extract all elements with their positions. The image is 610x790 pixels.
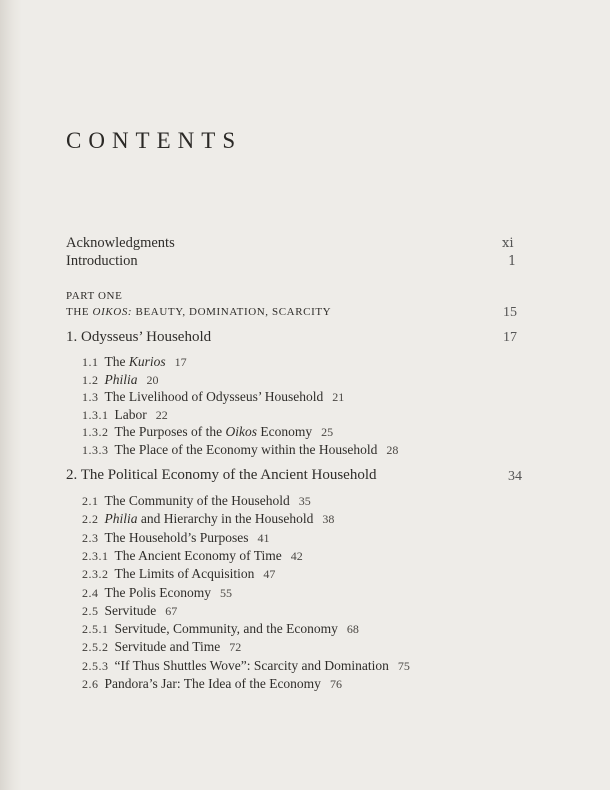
section-title: The Community of the Household <box>104 493 290 508</box>
part-subtitle <box>66 306 331 318</box>
toc-section-entry <box>82 493 311 509</box>
section-page: 38 <box>322 512 335 527</box>
toc-section-entry <box>82 389 344 405</box>
section-number: 1.3 <box>82 390 99 405</box>
toc-entry-page: 1 <box>508 254 517 269</box>
section-number: 1.3.3 <box>82 443 109 457</box>
toc-section-entry <box>82 603 177 619</box>
section-title: Servitude <box>104 602 157 618</box>
section-title-rest: Economy <box>256 424 313 440</box>
section-title-italic: Kurios <box>128 354 166 369</box>
toc-section-entry <box>82 676 342 692</box>
section-page: 20 <box>146 372 159 387</box>
section-number: 2.5 <box>82 603 99 618</box>
toc-section-entry <box>82 424 333 440</box>
section-title: The Place of the Economy within the Household <box>114 442 378 457</box>
toc-section-entry <box>82 566 275 582</box>
toc-section-entry <box>82 585 232 601</box>
section-page: 17 <box>174 355 187 369</box>
section-number: 2.3 <box>82 530 99 545</box>
section-title: The Livelihood of Odysseus’ Household <box>104 389 324 405</box>
toc-entry-title: Introduction <box>66 253 138 269</box>
section-title: Servitude, Community, and the Economy <box>114 621 338 637</box>
section-page: 72 <box>229 640 242 655</box>
section-number: 2.5.2 <box>82 640 109 655</box>
section-page: 42 <box>290 548 303 563</box>
toc-entry-introduction <box>66 253 138 270</box>
section-number: 2.2 <box>82 512 99 527</box>
toc-section-entry <box>82 658 410 674</box>
section-title: The Purposes of the <box>114 424 226 440</box>
section-page: 67 <box>165 603 178 618</box>
section-page: 76 <box>329 677 342 691</box>
chapter-title: 2. The Political Economy of the Ancient Household <box>66 467 377 483</box>
section-number: 2.5.1 <box>82 622 109 637</box>
part-subtitle-pre: THE <box>66 306 93 318</box>
section-page: 22 <box>155 407 168 422</box>
toc-section-entry <box>82 511 334 527</box>
chapter-page: 17 <box>503 330 517 345</box>
section-title: Labor <box>114 406 147 422</box>
section-page: 75 <box>397 658 410 673</box>
toc-entry-page: xi <box>502 236 514 251</box>
section-page: 68 <box>346 622 359 637</box>
section-number: 1.1 <box>82 355 99 369</box>
section-page: 55 <box>220 585 232 600</box>
section-title: The Household’s Purposes <box>104 529 249 545</box>
toc-section-entry <box>82 548 303 564</box>
section-title: The <box>104 354 129 369</box>
section-number: 2.5.3 <box>82 658 109 673</box>
part-subtitle-post: BEAUTY, DOMINATION, SCARCITY <box>132 306 332 318</box>
toc-section-entry <box>82 442 398 458</box>
toc-section-entry <box>82 372 159 388</box>
section-number: 2.4 <box>82 585 99 600</box>
chapter-title: 1. Odysseus’ Household <box>66 329 212 345</box>
section-number: 2.6 <box>82 677 99 691</box>
section-title-italic: Philia <box>104 371 138 387</box>
section-page: 25 <box>321 425 334 440</box>
toc-section-entry <box>82 621 359 637</box>
section-page: 21 <box>332 390 345 405</box>
section-number: 1.3.2 <box>82 425 109 440</box>
section-number: 1.2 <box>82 372 99 387</box>
toc-entry-acknowledgments <box>66 235 175 252</box>
chapter-page: 34 <box>508 469 522 484</box>
part-page: 15 <box>503 305 517 320</box>
section-title-italic: Philia <box>104 511 138 527</box>
section-title: “If Thus Shuttles Wove”: Scarcity and Domination <box>114 657 389 673</box>
toc-section-entry <box>82 407 168 423</box>
section-page: 41 <box>257 530 270 545</box>
section-page: 47 <box>263 567 276 582</box>
toc-entry-title: Acknowledgments <box>66 235 175 251</box>
toc-section-entry <box>82 354 187 370</box>
section-number: 2.3.1 <box>82 548 109 563</box>
section-title: The Limits of Acquisition <box>114 566 255 582</box>
section-page: 35 <box>298 494 311 508</box>
toc-section-entry <box>82 639 241 655</box>
section-number: 1.3.1 <box>82 407 109 422</box>
toc-section-entry <box>82 530 270 546</box>
section-number: 2.3.2 <box>82 567 109 582</box>
section-title: Pandora’s Jar: The Idea of the Economy <box>104 676 321 691</box>
section-title-italic: Oikos <box>225 424 257 440</box>
section-title: Servitude and Time <box>114 639 221 655</box>
page-gutter-shadow <box>0 0 22 790</box>
section-page: 28 <box>386 443 399 457</box>
section-title: The Ancient Economy of Time <box>114 547 282 563</box>
page-title: CONTENTS <box>66 128 243 153</box>
section-number: 2.1 <box>82 494 99 508</box>
section-title: The Polis Economy <box>104 584 211 600</box>
part-subtitle-italic: OIKOS: <box>92 306 133 318</box>
part-label: PART ONE <box>66 290 123 302</box>
section-title-rest: and Hierarchy in the Household <box>137 511 314 527</box>
